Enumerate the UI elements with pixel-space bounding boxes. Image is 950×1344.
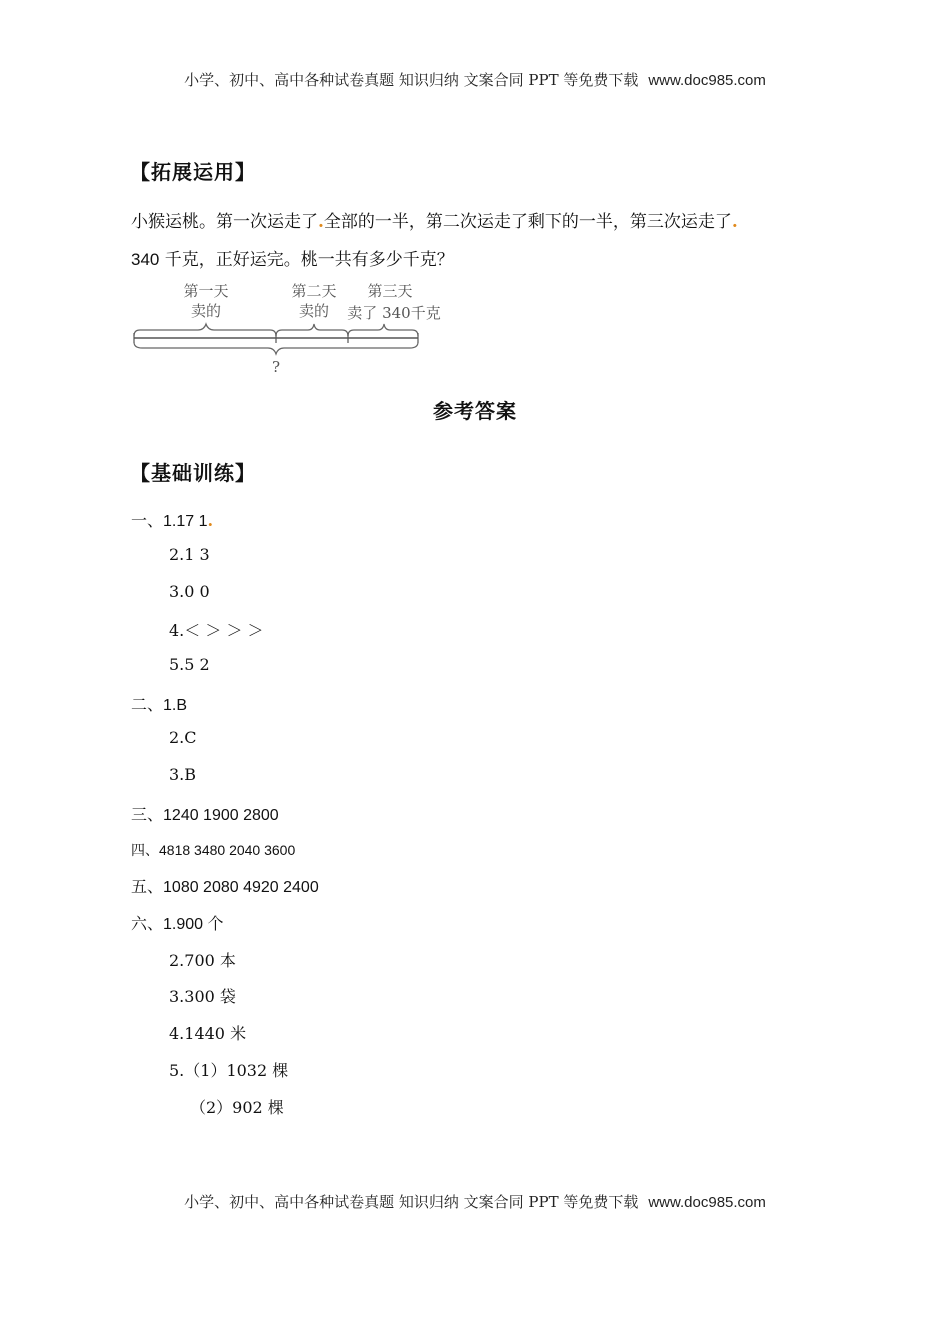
problem-line1-part-a: 小猴运桃。第一次运走了 bbox=[131, 212, 318, 232]
answer-prefix: 四、 bbox=[131, 843, 159, 859]
answer-prefix: 二、 bbox=[131, 695, 164, 714]
problem-line-1 bbox=[131, 207, 738, 232]
answer-line: 5.（1）1032 棵 bbox=[169, 1061, 289, 1080]
label-day1-line2: 卖的 bbox=[190, 302, 222, 320]
brace-total bbox=[134, 342, 418, 354]
line-segment-diagram bbox=[128, 278, 458, 378]
emphasis-dot: . bbox=[318, 212, 324, 232]
answer-line bbox=[131, 508, 213, 531]
brace-day1 bbox=[134, 324, 276, 336]
answer-line: 2.C bbox=[169, 728, 197, 747]
problem-line1-part-b: 全部的一半，第二次运走了剩下的一半，第三次运走了 bbox=[323, 212, 732, 232]
answer-line: 3.B bbox=[169, 765, 197, 784]
answers-title: 参考答案 bbox=[433, 399, 517, 423]
page-footer bbox=[0, 1191, 950, 1212]
answer-prefix: 五、 bbox=[131, 877, 164, 896]
footer-url[interactable]: www.doc985.com bbox=[648, 1194, 766, 1211]
answer-line: 4.＜ ＞ ＞ ＞ bbox=[169, 621, 264, 640]
answer-line bbox=[131, 802, 279, 825]
extension-heading: 【拓展运用】 bbox=[130, 160, 256, 184]
answer-line: 5.5 2 bbox=[169, 655, 210, 674]
label-day3-line1: 第三天 bbox=[367, 282, 413, 300]
answer-prefix: 一、 bbox=[131, 511, 164, 530]
label-day3-line2: 卖了 340千克 bbox=[347, 304, 441, 322]
answer-text: 1.900 个 bbox=[163, 916, 224, 933]
basic-training-heading: 【基础训练】 bbox=[130, 461, 256, 485]
problem-line-2 bbox=[131, 245, 454, 270]
answer-line: 2.1 3 bbox=[169, 545, 210, 564]
label-day2-line1: 第二天 bbox=[291, 282, 337, 300]
answer-line bbox=[131, 874, 319, 897]
answer-text: 1.17 1 bbox=[163, 513, 208, 530]
label-day2-line2: 卖的 bbox=[298, 302, 330, 320]
brace-day3 bbox=[348, 324, 418, 336]
problem-number: 340 bbox=[131, 250, 160, 269]
brace-day2 bbox=[276, 324, 348, 336]
answer-prefix: 六、 bbox=[131, 914, 164, 933]
emphasis-dot: . bbox=[207, 511, 214, 530]
problem-line2-text: 千克，正好运完。桃一共有多少千克？ bbox=[159, 250, 454, 270]
answer-line bbox=[131, 840, 295, 860]
answer-line bbox=[131, 911, 224, 934]
answer-line: 4.1440 米 bbox=[169, 1024, 247, 1043]
header-url[interactable]: www.doc985.com bbox=[648, 72, 766, 89]
answer-text: 1240 1900 2800 bbox=[163, 807, 279, 824]
emphasis-dot: . bbox=[731, 212, 738, 232]
page-header bbox=[0, 69, 950, 90]
answer-text: 4818 3480 2040 3600 bbox=[159, 842, 296, 858]
label-total: ? bbox=[271, 358, 281, 376]
answer-prefix: 三、 bbox=[131, 805, 164, 824]
footer-text: 小学、初中、高中各种试卷真题 知识归纳 文案合同 PPT 等免费下载 bbox=[184, 1193, 639, 1211]
label-day1-line1: 第一天 bbox=[183, 282, 229, 300]
answer-text: 1.B bbox=[163, 697, 188, 714]
answer-text: 1080 2080 4920 2400 bbox=[163, 879, 319, 896]
answer-line: 3.0 0 bbox=[169, 582, 210, 601]
answer-line bbox=[131, 692, 187, 715]
header-text: 小学、初中、高中各种试卷真题 知识归纳 文案合同 PPT 等免费下载 bbox=[184, 71, 639, 89]
answer-line: （2）902 棵 bbox=[190, 1098, 284, 1117]
answer-line: 2.700 本 bbox=[169, 951, 236, 970]
answer-line: 3.300 袋 bbox=[169, 987, 236, 1006]
